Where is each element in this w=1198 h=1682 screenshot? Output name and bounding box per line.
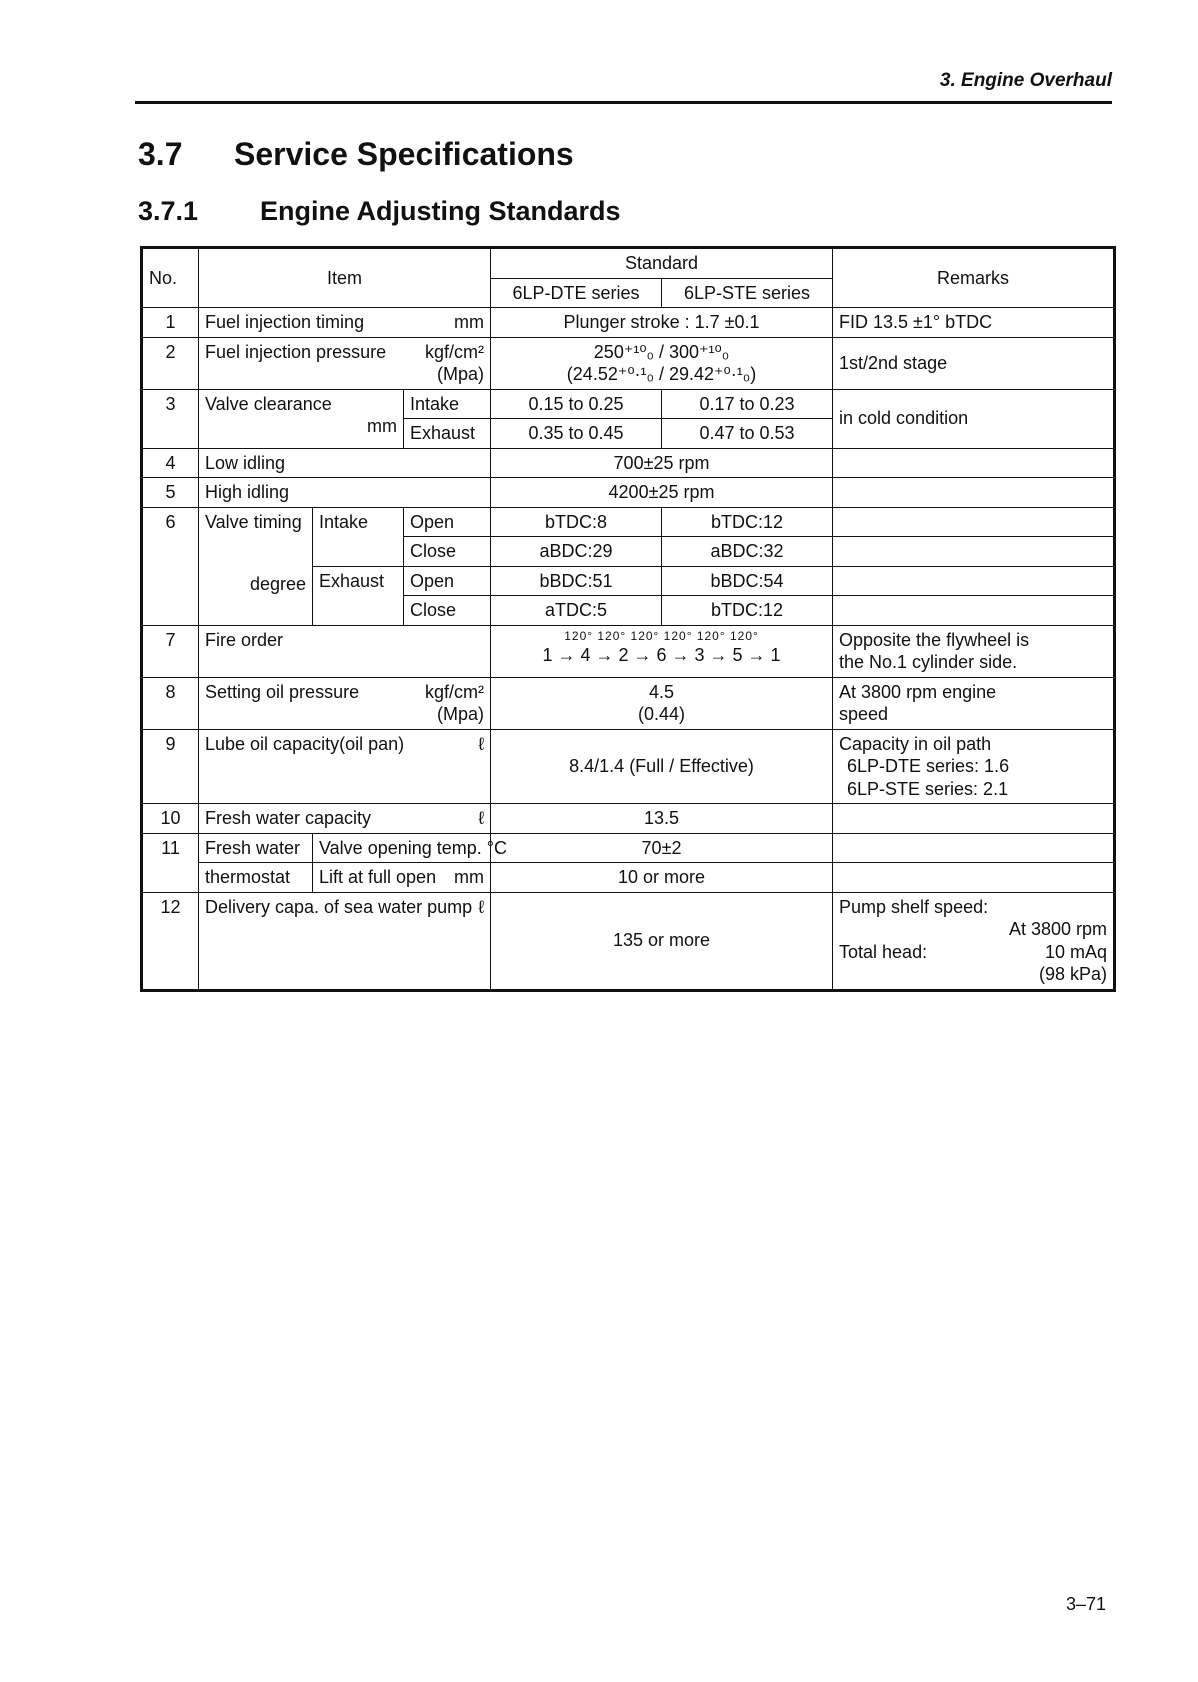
row-remarks	[833, 892, 1115, 990]
item-unit: degree	[249, 574, 306, 594]
row-no: 6	[142, 507, 199, 625]
row-item: Fresh water	[199, 833, 313, 863]
section-number: 3.7	[138, 136, 183, 172]
sub-item-exhaust: Exhaust	[404, 419, 491, 449]
table-row	[142, 863, 1115, 893]
row-standard: 13.5	[491, 804, 833, 834]
table-row	[142, 507, 1115, 537]
table-header-row	[142, 248, 1115, 279]
row-item	[199, 677, 491, 729]
value-dte: 0.15 to 0.25	[491, 389, 662, 419]
table-row	[142, 833, 1115, 863]
row-no: 8	[142, 677, 199, 729]
remarks-value: 10 mAq	[1044, 941, 1108, 962]
item-label: Fuel injection pressure	[205, 341, 387, 362]
item-unit: ℓ	[478, 896, 485, 917]
row-no: 7	[142, 625, 199, 677]
row-remarks	[833, 833, 1115, 863]
row-standard: 10 or more	[491, 863, 833, 893]
item-unit: mm	[367, 416, 397, 436]
header-standard: Standard	[491, 248, 833, 279]
item-label: Fresh water capacity	[205, 808, 372, 828]
header-dte: 6LP-DTE series	[491, 278, 662, 308]
sub-item-close: Close	[404, 537, 491, 567]
row-remarks	[833, 448, 1115, 478]
fire-order-sequence: 1 → 4 → 2 → 6 → 3 → 5 → 1	[542, 644, 781, 665]
table-row	[142, 729, 1115, 804]
item-label: Lube oil capacity(oil pan)	[205, 733, 405, 754]
sub-item-exhaust: Exhaust	[313, 566, 404, 625]
standard-line: (0.44)	[638, 704, 686, 724]
row-remarks	[833, 478, 1115, 508]
remarks-line: the No.1 cylinder side.	[839, 652, 1018, 672]
row-no: 9	[142, 729, 199, 804]
remarks-line: At 3800 rpm engine	[839, 681, 997, 702]
row-remarks	[833, 863, 1115, 893]
header-no: No.	[142, 248, 199, 308]
row-remarks	[833, 625, 1115, 677]
remarks-line: Pump shelf speed:	[839, 896, 989, 917]
remarks-line: 6LP-DTE series: 1.6	[847, 756, 1010, 776]
value-dte: bBDC:51	[491, 566, 662, 596]
row-standard	[491, 625, 833, 677]
value-ste: 0.47 to 0.53	[662, 419, 833, 449]
standard-line: 4.5	[649, 681, 675, 702]
row-standard: 700±25 rpm	[491, 448, 833, 478]
row-remarks	[833, 566, 1115, 596]
row-no: 10	[142, 804, 199, 834]
row-standard	[491, 677, 833, 729]
row-no: 2	[142, 337, 199, 389]
value-dte: aTDC:5	[491, 596, 662, 626]
subsection-heading	[138, 196, 621, 227]
row-no: 1	[142, 308, 199, 338]
row-standard: 70±2	[491, 833, 833, 863]
table-row	[142, 308, 1115, 338]
item-unit-secondary: (Mpa)	[437, 364, 485, 384]
row-remarks: FID 13.5 ±1° bTDC	[833, 308, 1115, 338]
sub-item-valve-opening: Valve opening temp. °C	[313, 833, 491, 863]
header-rule	[135, 101, 1112, 104]
standard-line: 250⁺¹⁰₀ / 300⁺¹⁰₀	[593, 341, 730, 362]
value-ste: bBDC:54	[662, 566, 833, 596]
row-no: 11	[142, 833, 199, 892]
row-item	[199, 507, 313, 625]
value-ste: 0.17 to 0.23	[662, 389, 833, 419]
row-item	[199, 389, 404, 448]
row-standard: 4200±25 rpm	[491, 478, 833, 508]
table-row	[142, 804, 1115, 834]
row-standard	[491, 337, 833, 389]
row-remarks: 1st/2nd stage	[833, 337, 1115, 389]
sub-item-intake: Intake	[313, 507, 404, 566]
row-remarks	[833, 507, 1115, 537]
item-label: Setting oil pressure	[205, 681, 360, 702]
sub-item-label: Lift at full open	[319, 867, 437, 887]
row-item: thermostat	[199, 863, 313, 893]
row-no: 5	[142, 478, 199, 508]
row-item	[199, 892, 491, 990]
item-unit-secondary: (Mpa)	[437, 704, 485, 724]
remarks-line: Opposite the flywheel is	[839, 629, 1030, 650]
remarks-line: 6LP-STE series: 2.1	[847, 778, 1009, 799]
item-unit: ℓ	[478, 808, 485, 828]
sub-item-open: Open	[404, 507, 491, 537]
value-ste: aBDC:32	[662, 537, 833, 567]
row-item	[199, 804, 491, 834]
section-heading	[138, 136, 574, 173]
standard-line: (24.52⁺⁰·¹₀ / 29.42⁺⁰·¹₀)	[566, 364, 757, 384]
row-item: Fire order	[199, 625, 491, 677]
section-title: Service Specifications	[234, 136, 574, 172]
item-label: Valve clearance	[205, 393, 332, 414]
spec-table	[140, 246, 1116, 992]
page-number: 3–71	[1066, 1594, 1107, 1614]
row-standard: 135 or more	[491, 892, 833, 990]
sub-item-open: Open	[404, 566, 491, 596]
value-ste: bTDC:12	[662, 507, 833, 537]
header-item: Item	[199, 248, 491, 308]
value-dte: bTDC:8	[491, 507, 662, 537]
table-row	[142, 389, 1115, 419]
row-remarks	[833, 729, 1115, 804]
sub-item-unit: mm	[454, 867, 485, 887]
chapter-header: 3. Engine Overhaul	[939, 70, 1112, 91]
row-item	[199, 729, 491, 804]
item-unit: ℓ	[478, 733, 485, 754]
value-dte: aBDC:29	[491, 537, 662, 567]
remarks-line: Capacity in oil path	[839, 733, 992, 754]
table-row	[142, 625, 1115, 677]
sub-item-close: Close	[404, 596, 491, 626]
row-remarks	[833, 677, 1115, 729]
value-dte: 0.35 to 0.45	[491, 419, 662, 449]
item-unit: mm	[454, 312, 485, 332]
remarks-line: (98 kPa)	[1038, 964, 1108, 984]
table-row	[142, 337, 1115, 389]
sub-item-lift	[313, 863, 491, 893]
row-no: 12	[142, 892, 199, 990]
item-label: Delivery capa. of sea water pump	[205, 896, 473, 917]
item-unit: kgf/cm²	[425, 341, 485, 362]
table-row	[142, 892, 1115, 990]
row-remarks: in cold condition	[833, 389, 1115, 448]
sub-item-intake: Intake	[404, 389, 491, 419]
row-item: Low idling	[199, 448, 491, 478]
row-no: 3	[142, 389, 199, 448]
row-no: 4	[142, 448, 199, 478]
remarks-line: speed	[839, 704, 889, 724]
item-unit: kgf/cm²	[425, 681, 485, 702]
row-standard: Plunger stroke : 1.7 ±0.1	[491, 308, 833, 338]
remarks-label: Total head:	[839, 941, 928, 962]
item-label: Valve timing	[205, 511, 302, 532]
subsection-title: Engine Adjusting Standards	[260, 196, 621, 226]
row-standard: 8.4/1.4 (Full / Effective)	[491, 729, 833, 804]
row-item: High idling	[199, 478, 491, 508]
row-item	[199, 337, 491, 389]
item-label: Fuel injection timing	[205, 312, 365, 332]
value-ste: bTDC:12	[662, 596, 833, 626]
remarks-line: At 3800 rpm	[1008, 919, 1108, 939]
header-ste: 6LP-STE series	[662, 278, 833, 308]
row-remarks	[833, 537, 1115, 567]
fire-order-angles: 120° 120° 120° 120° 120° 120°	[564, 628, 759, 643]
table-row	[142, 448, 1115, 478]
row-remarks	[833, 804, 1115, 834]
table-row	[142, 677, 1115, 729]
header-remarks: Remarks	[833, 248, 1115, 308]
row-remarks	[833, 596, 1115, 626]
subsection-number: 3.7.1	[138, 196, 199, 226]
table-row	[142, 478, 1115, 508]
row-item	[199, 308, 491, 338]
